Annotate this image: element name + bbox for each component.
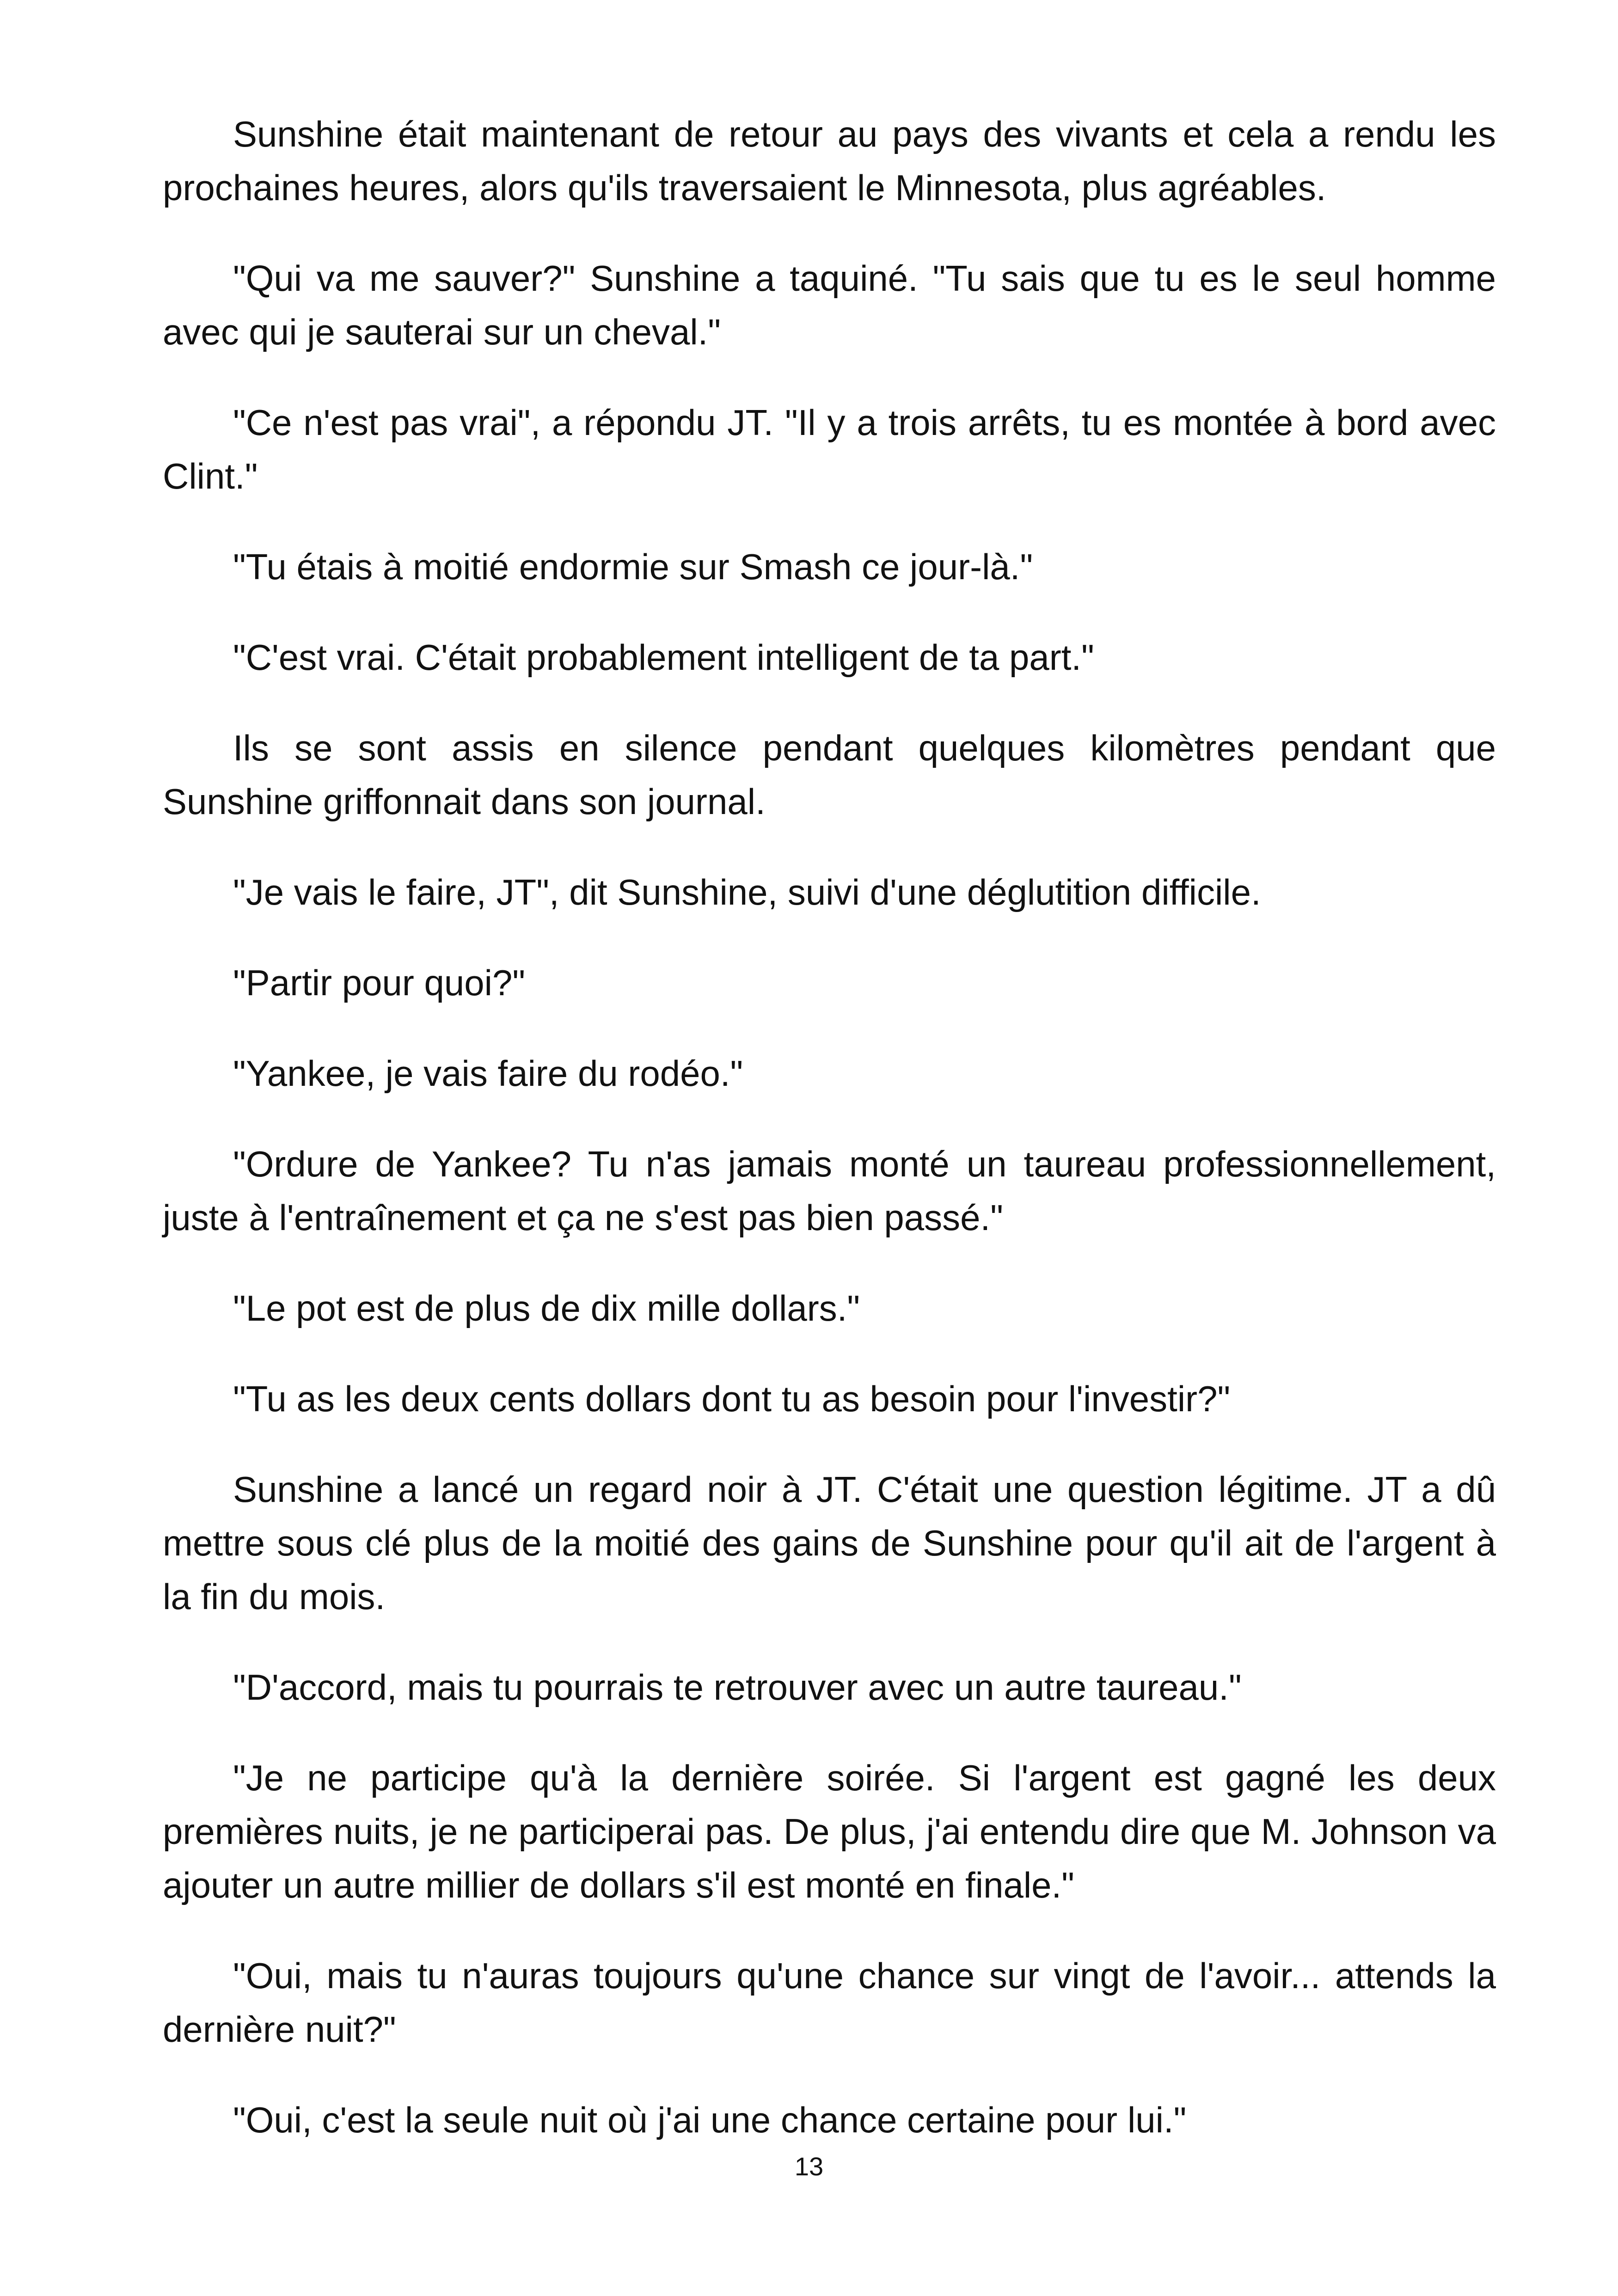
paragraph-1: Sunshine était maintenant de retour au pays des vivants et cela a rendu les prochaines heures, alors qu'ils traversaient le Minnesota, plus agréables. (163, 114, 1496, 208)
paragraph-8: "Partir pour quoi?" (233, 962, 526, 1003)
paragraph-16: "Oui, mais tu n'auras toujours qu'une chance sur vingt de l'avoir... attends la dernière nuit?" (163, 1955, 1496, 2050)
paragraph-4: "Tu étais à moitié endormie sur Smash ce jour-là." (233, 546, 1033, 587)
paragraph-15: "Je ne participe qu'à la dernière soirée. Si l'argent est gagné les deux premières nuits, je ne participerai pas. De plus, j'ai entendu dire que M. Johnson va ajouter un autre millier de dollars s'il est monté en finale." (163, 1757, 1496, 1905)
paragraph-9: "Yankee, je vais faire du rodéo." (233, 1053, 743, 1094)
paragraph-5: "C'est vrai. C'était probablement intelligent de ta part." (233, 637, 1094, 678)
paragraph-14: "D'accord, mais tu pourrais te retrouver avec un autre taureau." (233, 1667, 1242, 1708)
page-number: 13 (794, 2152, 824, 2181)
paragraph-10: "Ordure de Yankee? Tu n'as jamais monté un taureau professionnellement, juste à l'entraînement et ça ne s'est pas bien passé." (163, 1144, 1496, 1238)
paragraph-2: "Qui va me sauver?" Sunshine a taquiné. "Tu sais que tu es le seul homme avec qui je sauterai sur un cheval." (163, 258, 1496, 352)
paragraph-12: "Tu as les deux cents dollars dont tu as besoin pour l'investir?" (233, 1378, 1231, 1419)
paragraph-3: "Ce n'est pas vrai", a répondu JT. "Il y a trois arrêts, tu es montée à bord avec Clint." (163, 402, 1496, 496)
paragraph-17: "Oui, c'est la seule nuit où j'ai une chance certaine pour lui." (233, 2100, 1187, 2140)
paragraph-7: "Je vais le faire, JT", dit Sunshine, suivi d'une déglutition difficile. (233, 872, 1261, 912)
paragraph-11: "Le pot est de plus de dix mille dollars." (233, 1288, 860, 1329)
body-text (163, 107, 1496, 2184)
paragraph-6: Ils se sont assis en silence pendant quelques kilomètres pendant que Sunshine griffonnait dans son journal. (163, 728, 1496, 822)
paragraph-13: Sunshine a lancé un regard noir à JT. C'était une question légitime. JT a dû mettre sous clé plus de la moitié des gains de Sunshine pour qu'il ait de l'argent à la fin du mois. (163, 1469, 1496, 1617)
